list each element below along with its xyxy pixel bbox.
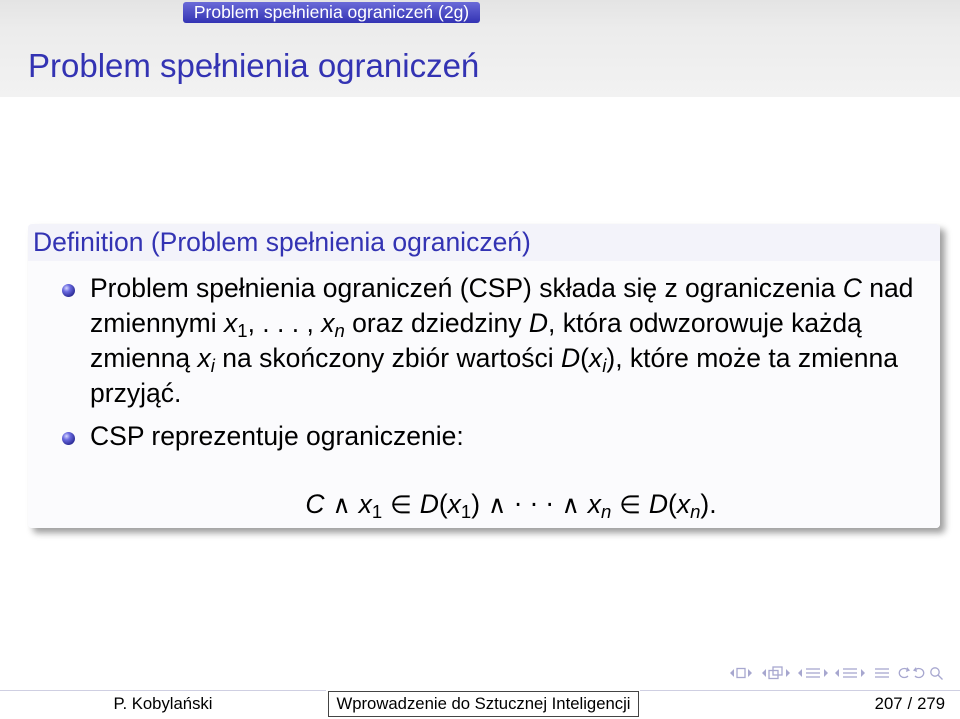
math-paren: ). (700, 489, 717, 519)
footline-author: P. Kobylański (0, 690, 326, 717)
text: oraz dziedziny (344, 308, 529, 338)
subscript: 1 (371, 501, 383, 523)
item-1-line-3 (90, 341, 913, 376)
math-variable: C (305, 489, 325, 519)
definition-block-title: Definition (Problem spełnienia ograniczeń) (28, 224, 940, 261)
math-paren: ( (438, 489, 448, 519)
definition-item-2 (90, 419, 464, 454)
math-variable: D (648, 489, 669, 519)
footline-title: Wprowadzenie do Sztucznej Inteligencji (328, 691, 639, 717)
math-paren: ( (580, 343, 589, 373)
text: nad (861, 273, 914, 303)
next-frame-icon[interactable] (786, 669, 790, 677)
text: , które może ta zmienna (615, 343, 898, 373)
math-paren: ) (606, 343, 616, 373)
text: zmienną (90, 343, 198, 373)
math-paren: ) (471, 489, 481, 519)
math-variable: x (197, 343, 211, 373)
math-variable: x (587, 489, 602, 519)
text: na skończony zbiór wartości (214, 343, 562, 373)
current-page: 207 (874, 694, 903, 713)
math-variable: x (447, 489, 461, 519)
subsection-icon[interactable] (806, 669, 820, 677)
subscript: n (334, 320, 345, 342)
item-1-line-1 (90, 271, 913, 306)
math-operator: ∈ (611, 490, 649, 519)
next-slide-icon[interactable] (748, 669, 752, 677)
text: Problem spełnienia ograniczeń (CSP) składa się z ograniczenia (90, 273, 843, 303)
prev-frame-icon[interactable] (762, 669, 766, 677)
subscript: 1 (237, 320, 248, 342)
slide-icon[interactable] (737, 669, 745, 678)
subscript: 1 (460, 501, 472, 523)
item-1-line-2 (90, 306, 913, 341)
math-variable: x (676, 489, 691, 519)
ball-bullet-icon (62, 284, 75, 297)
navigation-symbols (727, 664, 955, 682)
math-operator: ∧ (324, 490, 359, 519)
frame-icon[interactable] (769, 667, 782, 679)
search-icon[interactable] (931, 668, 943, 680)
math-variable: C (842, 273, 862, 303)
math-variable: D (419, 489, 439, 519)
math-operator: ∧ · · · ∧ (480, 490, 588, 519)
math-variable: D (528, 308, 549, 338)
math-variable: x (224, 308, 238, 338)
text: CSP reprezentuje ograniczenie: (90, 421, 464, 451)
subscript: i (210, 355, 215, 377)
definition-item-1 (90, 271, 913, 411)
frame-title: Problem spełnienia ograniczeń (28, 47, 480, 84)
math-variable: x (589, 343, 603, 373)
next-subsection-icon[interactable] (824, 669, 828, 677)
section-icon[interactable] (843, 669, 857, 677)
section-tab-link[interactable]: Problem spełnienia ograniczeń (2g) (183, 2, 480, 23)
text: , która odwzorowuje każdą (548, 308, 862, 338)
prev-section-icon[interactable] (835, 669, 839, 677)
math-paren: ( (668, 489, 677, 519)
next-section-icon[interactable] (861, 669, 865, 677)
prev-slide-icon[interactable] (730, 669, 734, 677)
back-icon[interactable] (899, 667, 910, 678)
frame-header (0, 0, 960, 97)
forward-icon[interactable] (913, 667, 924, 678)
text: przyjąć. (90, 378, 182, 408)
total-pages: 279 (917, 694, 945, 713)
subscript: n (690, 501, 701, 523)
ball-bullet-icon (62, 432, 75, 445)
subscript: n (601, 501, 612, 523)
item-2-line-1 (90, 419, 464, 454)
subscript: i (602, 355, 607, 377)
math-variable: D (561, 343, 581, 373)
math-ellipsis: , . . . , (247, 308, 322, 338)
page-separator: / (907, 694, 913, 713)
text: zmiennymi (90, 308, 225, 338)
math-operator: ∈ (382, 490, 420, 519)
math-variable: x (358, 489, 372, 519)
math-variable: x (321, 308, 335, 338)
prev-subsection-icon[interactable] (798, 669, 802, 677)
footline-page-number (640, 690, 960, 717)
csp-formula (90, 486, 932, 522)
item-1-line-4 (90, 376, 913, 411)
footline (0, 690, 960, 719)
document-icon[interactable] (875, 669, 889, 677)
